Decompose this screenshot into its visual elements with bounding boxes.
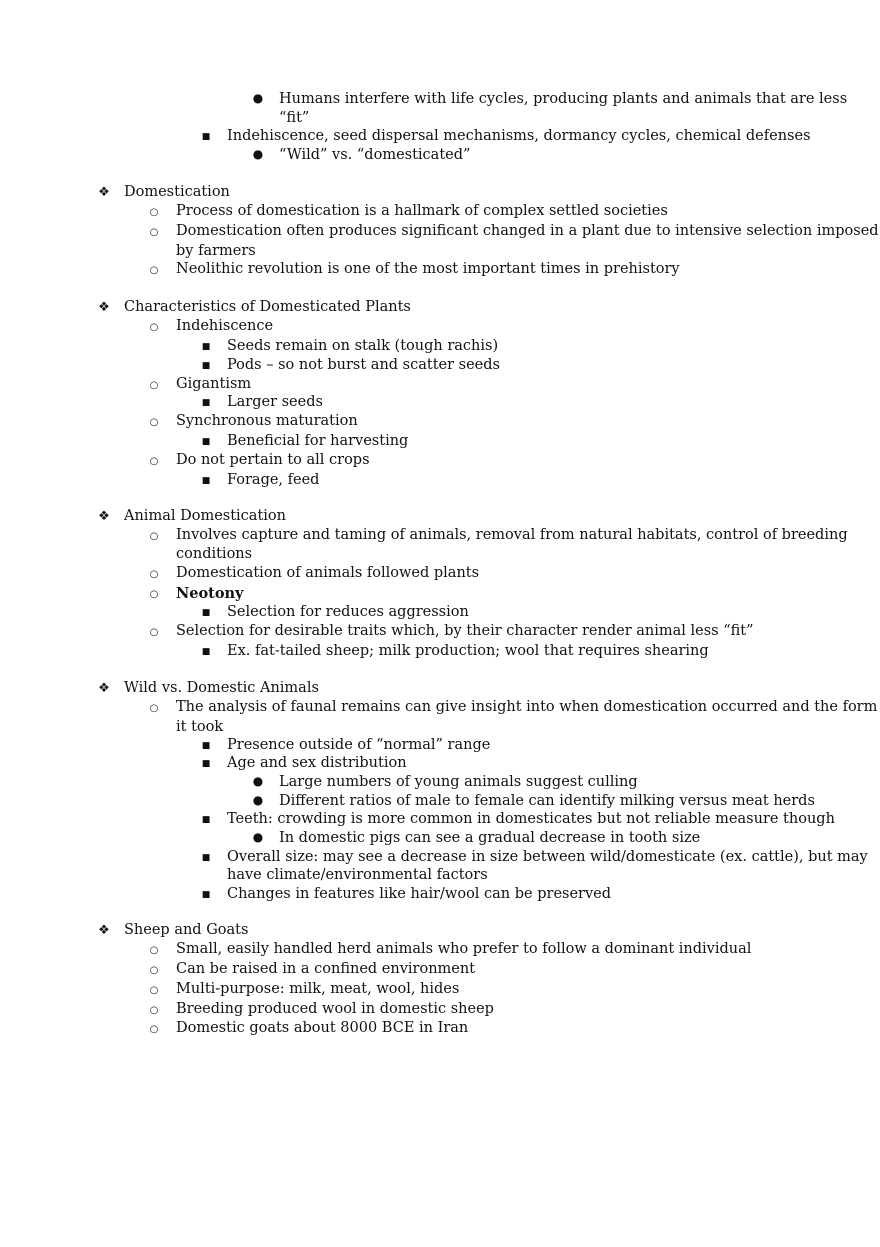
bullet-circle-icon: ○ — [149, 207, 159, 218]
bullet-dot-icon: ● — [252, 830, 264, 844]
bullet-square-icon: ■ — [201, 741, 211, 751]
bullet-square-icon: ■ — [201, 361, 211, 371]
diamond-bullet-icon: ❖ — [98, 923, 110, 938]
bullet-square-icon: ■ — [201, 815, 211, 825]
neotony-term: Neotony — [176, 585, 244, 602]
bullet-circle-icon: ○ — [149, 227, 159, 238]
diamond-bullet-icon: ❖ — [98, 509, 110, 524]
bullet-square-icon: ■ — [201, 759, 211, 769]
diamond-bullet-icon: ❖ — [98, 185, 110, 200]
bullet-square-icon: ■ — [201, 853, 211, 863]
bullet-square-icon: ■ — [201, 647, 211, 657]
bullet-dot-icon: ● — [252, 774, 264, 788]
bullet-square-icon: ■ — [201, 132, 211, 142]
diamond-bullet-icon: ❖ — [98, 300, 110, 315]
bullet-circle-icon: ○ — [149, 265, 159, 276]
bullet-square-icon: ■ — [201, 437, 211, 447]
bullet-circle-icon: ○ — [149, 589, 159, 600]
bullet-circle-icon: ○ — [149, 569, 159, 580]
diamond-bullet-icon: ❖ — [98, 681, 110, 696]
bullet-square-icon: ■ — [201, 890, 211, 900]
bullet-circle-icon: ○ — [149, 965, 159, 976]
bullet-circle-icon: ○ — [149, 985, 159, 996]
bullet-dot-icon: ● — [252, 147, 264, 161]
bullet-circle-icon: ○ — [149, 627, 159, 638]
bullet-circle-icon: ○ — [149, 1024, 159, 1035]
bullet-circle-icon: ○ — [149, 417, 159, 428]
bullet-circle-icon: ○ — [149, 1005, 159, 1016]
bullet-circle-icon: ○ — [149, 531, 159, 542]
bullet-square-icon: ■ — [201, 398, 211, 408]
bullet-circle-icon: ○ — [149, 945, 159, 956]
bullet-circle-icon: ○ — [149, 380, 159, 391]
bullet-circle-icon: ○ — [149, 703, 159, 714]
bullet-square-icon: ■ — [201, 342, 211, 352]
bullet-dot-icon: ● — [252, 793, 264, 807]
bullet-square-icon: ■ — [201, 476, 211, 486]
bullet-circle-icon: ○ — [149, 456, 159, 467]
bullet-dot-icon: ● — [252, 91, 264, 105]
bullet-square-icon: ■ — [201, 608, 211, 618]
bullet-circle-icon: ○ — [149, 322, 159, 333]
document-page: ● Humans interfere with life cycles, producing plants and animals that are less “fit” ■ Indehiscence, seed dispersal mechanisms, dormancy cycles, chemical defenses ● “Wild” vs. “domesticated” ❖ Domestication ○ Process of domestication is a hallmark of complex settled societies ○ Domestication often produces significant changed in a plant due to intensive selection imposed by farmers ○ Neolithic revolution is one of the most important times in prehistory ❖ Characteristics of Domesticated Plants ○ Indehiscence ■ Seeds remain on stalk (tough rachis) ■ Pods – so not burst and scatter seeds ○ Gigantism ■ Larger seeds ○ Synchronous maturation ■ Beneficial for harvesting ○ Do not pertain to all crops ■ Forage, feed ❖ Animal Domestication ○ Involves capture and taming of animals, removal from natural habitats, control of breeding conditions ○ Domestication of animals followed plants ○ Neotony ■ Selection for reduces aggression ○ Selection for desirable traits which, by their character render animal less “fit” ■ Ex. fat-tailed sheep; milk production; wool that requires shearing ❖ Wild vs. Domestic Animals ○ The analysis of faunal remains can give insight into when domestication occurred and the form it took ■ Presence outside of “normal” range ■ Age and sex distribution ● Large numbers of young animals suggest culling ● Different ratios of male to female can identify milking versus meat herds ■ Teeth: crowding is more common in domesticates but not reliable measure though ● In domestic pigs can see a gradual decrease in tooth size ■ Overall size: may see a decrease in size between wild/domesticate (ex. cattle), but may have climate/environmental factors ■ Changes in features like hair/wool can be preserved ❖ Sheep and Goats ○ Small, easily handled herd animals who prefer to follow a dominant individual ○ Can be raised in a confined environment ○ Multi-purpose: milk, meat, wool, hides ○ Breeding produced wool in domestic sheep ○ Domestic goats about 8000 BCE in Iran — [0, 0, 880, 1247]
